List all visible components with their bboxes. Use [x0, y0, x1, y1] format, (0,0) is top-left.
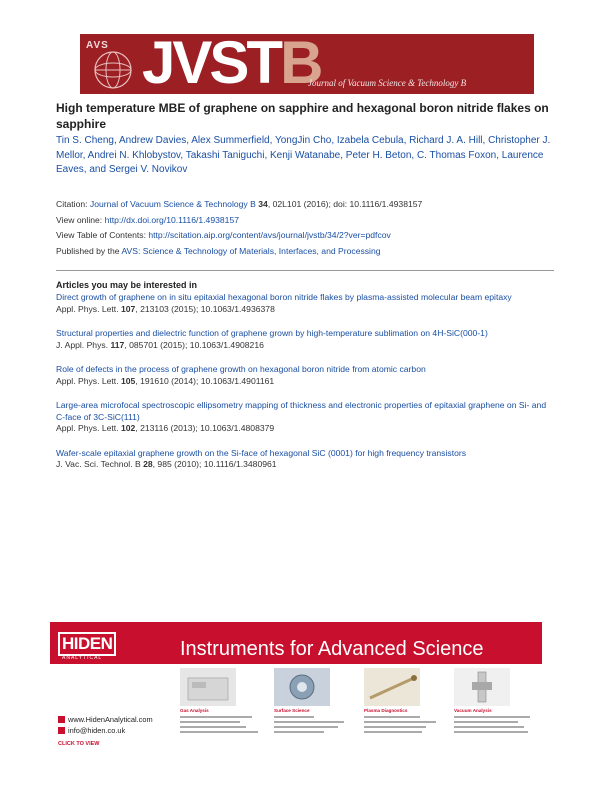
ad-panel-text — [364, 716, 444, 736]
related-article-link[interactable]: Direct growth of graphene on in situ epitaxial hexagonal boron nitride flakes by plasma-assisted molecular beam epitaxy — [56, 292, 512, 302]
hiden-logo: HIDEN — [58, 632, 116, 656]
related-journal: Appl. Phys. Lett. — [56, 423, 121, 433]
instrument-image-icon — [364, 668, 420, 706]
related-citation-rest: , 085701 (2015); 10.1063/1.4908216 — [124, 339, 264, 350]
related-article-link[interactable]: Role of defects in the process of graphene growth on hexagonal boron nitride from atomic carbon — [56, 364, 426, 374]
related-articles-heading: Articles you may be interested in — [56, 280, 198, 290]
related-volume: 102 — [120, 423, 136, 433]
related-volume: 105 — [120, 375, 136, 386]
related-article-citation — [56, 340, 556, 352]
globe-icon — [58, 716, 65, 723]
ad-panel-surface-science[interactable] — [272, 664, 356, 752]
related-journal: Appl. Phys. Lett. — [56, 303, 121, 314]
toc-line — [56, 228, 556, 244]
ad-headline: Instruments for Advanced Science — [180, 638, 484, 660]
journal-mark-main: JVST — [142, 34, 281, 94]
ad-panel-text — [454, 716, 534, 736]
ad-panel-plasma-diagnostics[interactable] — [362, 664, 446, 752]
avs-logo-text: AVS — [86, 40, 109, 51]
related-article-citation — [56, 376, 556, 388]
ad-panel-caption: Plasma Diagnostics — [364, 708, 408, 713]
journal-mark — [142, 34, 320, 94]
related-article-citation — [56, 423, 556, 435]
related-article-citation — [56, 459, 556, 471]
related-volume: 107 — [120, 303, 136, 314]
hiden-advertisement[interactable] — [50, 622, 542, 752]
ad-panel-caption: Surface Science — [274, 708, 310, 713]
instrument-image-icon — [454, 668, 510, 706]
related-citation-rest: , 213103 (2015); 10.1063/1.4936378 — [135, 303, 275, 314]
journal-subtitle: Journal of Vacuum Science & Technology B — [308, 78, 467, 88]
view-online-link[interactable]: http://dx.doi.org/10.1116/1.4938157 — [104, 214, 240, 225]
citation-label: Citation: — [56, 199, 90, 209]
related-journal: Appl. Phys. Lett. — [56, 375, 121, 386]
article-authors[interactable]: Tin S. Cheng, Andrew Davies, Alex Summerfield, YongJin Cho, Izabela Cebula, Richard J. A. Hill, Christopher J. Mellor, Andrei N. Khlobystov, Takashi Taniguchi, Kenji Watanabe, Peter H. Beton, C. Thomas Foxon, Laurence Eaves, and Sergei V. Novikov — [56, 135, 551, 175]
publisher-link[interactable]: AVS: Science & Technology of Materials, Interfaces, and Processing — [121, 245, 381, 256]
citation-volume: 34 — [258, 199, 268, 209]
related-article — [56, 400, 556, 435]
view-online-line — [56, 213, 556, 229]
related-article-link[interactable]: Structural properties and dielectric function of graphene grown by high-temperature sublimation on 4H-SiC(000-1) — [56, 328, 488, 338]
related-article — [56, 328, 556, 351]
journal-banner[interactable] — [80, 34, 534, 94]
related-article — [56, 292, 556, 315]
ad-panel-vacuum-analysis[interactable] — [452, 664, 536, 752]
ad-panel-text — [180, 716, 260, 736]
ad-panel-text — [274, 716, 354, 736]
journal-mark-suffix: B — [280, 34, 321, 94]
related-journal: J. Vac. Sci. Technol. B — [56, 459, 144, 469]
related-article — [56, 364, 556, 387]
view-online-label: View online: — [56, 214, 105, 225]
related-article — [56, 448, 556, 471]
ad-panel-gas-analysis[interactable] — [178, 664, 262, 752]
related-article-link[interactable]: Large-area microfocal spectroscopic ellipsometry mapping of thickness and electronic properties of epitaxial graphene on Si- and C-face of 3C-SiC(111) — [56, 400, 547, 422]
related-volume: 117 — [110, 339, 125, 350]
ad-panel-caption: Gas Analysis — [180, 708, 209, 713]
citation-block — [56, 197, 556, 259]
published-line — [56, 244, 556, 260]
ad-website-line[interactable] — [58, 714, 153, 725]
related-article-link[interactable]: Wafer-scale epitaxial graphene growth on the Si-face of hexagonal SiC (0001) for high frequency transistors — [56, 447, 467, 458]
section-divider — [56, 270, 554, 271]
related-journal: J. Appl. Phys. — [56, 339, 111, 350]
related-citation-rest: , 985 (2010); 10.1116/1.3480961 — [152, 459, 277, 469]
citation-rest: , 02L101 (2016); doi: 10.1116/1.4938157 — [267, 199, 423, 209]
related-articles-list — [56, 292, 556, 484]
toc-link[interactable]: http://scitation.aip.org/content/avs/journal/jvstb/34/2?ver=pdfcov — [148, 230, 391, 241]
article-title: High temperature MBE of graphene on sapphire and hexagonal boron nitride flakes on sapphire — [56, 101, 549, 131]
related-citation-rest: , 213116 (2013); 10.1063/1.4808379 — [135, 423, 275, 433]
ad-panel-caption: Vacuum Analysis — [454, 708, 492, 713]
published-label: Published by the — [56, 245, 122, 256]
ad-contact-block — [58, 714, 153, 736]
ad-click-to-view[interactable]: CLICK TO VIEW — [58, 741, 100, 747]
ad-email-line[interactable] — [58, 725, 153, 736]
ad-website[interactable]: www.HidenAnalytical.com — [68, 715, 153, 724]
ad-email[interactable]: info@hiden.co.uk — [68, 726, 126, 735]
mail-icon — [58, 727, 65, 734]
related-citation-rest: , 191610 (2014); 10.1063/1.4901161 — [135, 375, 275, 386]
citation-journal-link[interactable]: Journal of Vacuum Science & Technology B — [89, 199, 256, 209]
related-article-citation — [56, 304, 556, 316]
instrument-image-icon — [180, 668, 236, 706]
toc-label: View Table of Contents: — [56, 230, 149, 241]
hiden-logo-subtitle: ANALYTICAL — [62, 655, 103, 661]
citation-line — [56, 197, 556, 213]
related-volume: 28 — [143, 459, 153, 469]
instrument-image-icon — [274, 668, 330, 706]
